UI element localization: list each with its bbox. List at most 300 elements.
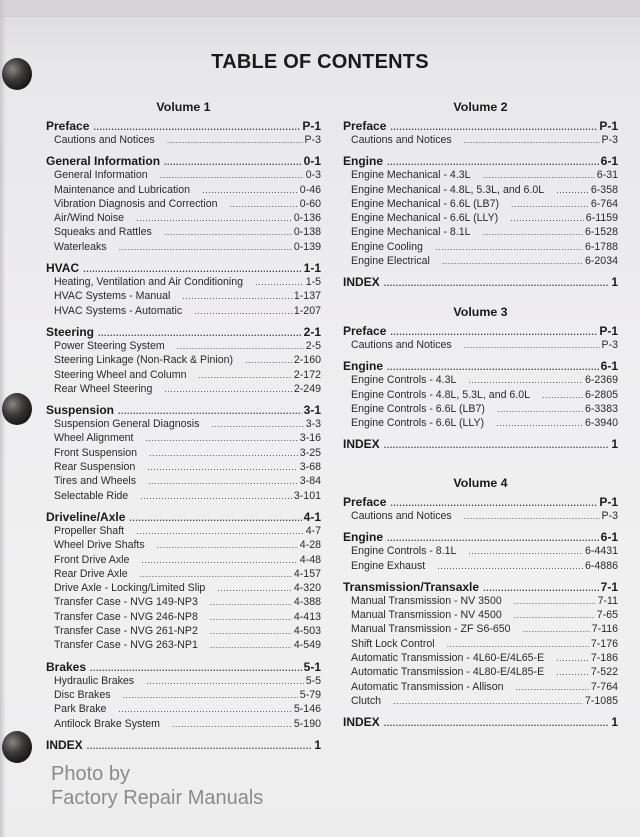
dot-leader [172, 719, 292, 729]
subsection-entry-label: Automatic Transmission - 4L60-E/4L65-E [351, 652, 545, 665]
dot-leader [167, 135, 303, 145]
dot-leader [136, 213, 292, 223]
subsection-entry[interactable] [343, 169, 618, 183]
subsection-entry-label: Park Brake [54, 703, 107, 716]
subsection-entry-label: Engine Controls - 6.6L (LLY) [351, 417, 485, 430]
subsection-entry-label: Heating, Ventilation and Air Conditioning [54, 276, 244, 289]
section-heading-entry[interactable] [46, 510, 321, 525]
photo-credit-watermark [51, 762, 263, 810]
page-title: TABLE OF CONTENTS [211, 51, 429, 73]
subsection-entry-label: Maintenance and Lubrication [54, 183, 191, 196]
subsection-entry-page-number: 6-4431 [585, 545, 618, 558]
toc-section [46, 261, 321, 319]
subsection-entry[interactable] [46, 134, 321, 148]
subsection-entry-page-number: 0-46 [299, 183, 321, 196]
toc-section [46, 510, 321, 654]
section-heading-entry-label: Suspension [46, 403, 115, 418]
dot-leader [211, 419, 303, 429]
dot-leader [516, 682, 589, 692]
subsection-entry-label: Engine Cooling [351, 240, 423, 253]
section-heading-entry[interactable] [46, 261, 321, 276]
dot-leader [210, 626, 292, 636]
subsection-entry-page-number: 1-5 [305, 276, 321, 289]
subsection-entry-label: Selectable Ride [54, 489, 129, 502]
section-heading-entry-label: Engine [343, 154, 384, 169]
subsection-entry-page-number: 7-764 [590, 680, 618, 693]
subsection-entry[interactable] [46, 539, 321, 553]
binder-hole-middle [2, 393, 32, 425]
volume-heading: Volume 3 [453, 305, 508, 319]
section-heading-entry-label: Preface [46, 119, 90, 133]
dot-leader [384, 440, 610, 450]
subsection-entry-label: Steering Linkage (Non-Rack & Pinion) [54, 354, 234, 367]
subsection-entry-label: Steering Wheel and Column [54, 368, 187, 381]
subsection-entry[interactable] [343, 134, 618, 148]
subsection-entry-label: Automatic Transmission - 4L80-E/4L85-E [351, 666, 545, 679]
subsection-entry-page-number: 2-160 [293, 354, 321, 367]
subsection-entry[interactable] [46, 184, 321, 198]
dot-leader [511, 199, 589, 209]
dot-leader [118, 406, 302, 416]
dot-leader [129, 513, 301, 523]
dot-leader [464, 511, 600, 521]
subsection-entry[interactable] [343, 666, 618, 680]
subsection-entry-label: Engine Controls - 4.3L [351, 374, 457, 387]
subsection-entry[interactable] [46, 490, 321, 504]
subsection-entry-label: General Information [54, 169, 148, 182]
dot-leader [90, 663, 302, 673]
subsection-entry-label: Engine Controls - 6.6L (LB7) [351, 402, 485, 415]
section-heading-entry-label: Preface [343, 495, 387, 509]
toc-section [46, 403, 321, 504]
dot-leader [390, 122, 597, 132]
dot-leader [148, 476, 298, 486]
dot-leader [118, 704, 291, 714]
subsection-entry-page-number: 6-2034 [585, 255, 618, 268]
subsection-entry-label: Propeller Shaft [54, 524, 125, 537]
subsection-entry[interactable] [46, 169, 321, 183]
subsection-entry[interactable] [46, 568, 321, 582]
subsection-entry[interactable] [46, 475, 321, 489]
subsection-entry[interactable] [343, 374, 618, 388]
subsection-entry-page-number: 4-503 [293, 625, 321, 638]
subsection-entry[interactable] [46, 625, 321, 639]
index-entry[interactable] [343, 275, 618, 290]
subsection-entry[interactable] [46, 596, 321, 610]
index-entry-label: INDEX [343, 437, 380, 452]
dot-leader [556, 667, 589, 677]
section-heading-entry-page-number: 1-1 [303, 261, 321, 276]
subsection-entry-page-number: 6-2369 [585, 374, 618, 387]
section-heading-entry-page-number: 5-1 [303, 659, 321, 674]
subsection-entry[interactable] [343, 609, 618, 623]
dot-leader [98, 328, 302, 338]
subsection-entry-label: Waterleaks [54, 240, 107, 253]
dot-leader [194, 306, 292, 316]
dot-leader [123, 690, 298, 700]
subsection-entry[interactable] [46, 354, 321, 368]
subsection-entry-page-number: 2-249 [293, 382, 321, 395]
section-heading-entry-page-number: P-1 [599, 495, 618, 509]
subsection-entry[interactable] [343, 255, 618, 269]
subsection-entry-label: Automatic Transmission - Allison [351, 680, 504, 693]
subsection-entry-page-number: 3-16 [299, 432, 321, 445]
volume-heading: Volume 4 [453, 476, 508, 490]
dot-leader [447, 639, 589, 649]
section-heading-entry[interactable] [343, 530, 618, 545]
toc-section [343, 154, 618, 269]
index-entry[interactable] [46, 738, 321, 753]
subsection-entry[interactable] [46, 703, 321, 717]
dot-leader [210, 640, 292, 650]
index-entry-label: INDEX [46, 737, 83, 752]
dot-leader [468, 375, 583, 385]
subsection-entry[interactable] [343, 652, 618, 666]
subsection-entry-page-number: 2-172 [293, 368, 321, 381]
subsection-entry-label: Manual Transmission - NV 3500 [351, 594, 502, 607]
subsection-entry[interactable] [46, 525, 321, 539]
section-heading-entry-page-number: 6-1 [600, 530, 618, 545]
subsection-entry[interactable] [343, 417, 618, 431]
subsection-entry[interactable] [46, 582, 321, 596]
dot-leader [87, 741, 313, 751]
subsection-entry-page-number: 6-358 [590, 183, 618, 196]
subsection-entry-label: Drive Axle - Locking/Limited Slip [54, 582, 206, 595]
dot-leader [230, 199, 298, 209]
subsection-entry[interactable] [46, 689, 321, 703]
toc-section [46, 119, 321, 148]
subsection-entry[interactable] [46, 226, 321, 240]
subsection-entry[interactable] [46, 212, 321, 226]
subsection-entry[interactable] [46, 432, 321, 446]
subsection-entry-label: Transfer Case - NVG 261-NP2 [54, 625, 198, 638]
subsection-entry[interactable] [46, 241, 321, 255]
dot-leader [483, 170, 595, 180]
dot-leader [393, 696, 583, 706]
volume-heading: Volume 2 [453, 100, 508, 114]
watermark-line-1: Photo by [51, 763, 130, 785]
dot-leader [442, 256, 583, 266]
dot-leader [384, 278, 610, 288]
subsection-entry-label: Cautions and Notices [351, 510, 452, 522]
subsection-entry-label: Power Steering System [54, 339, 165, 352]
index-entry[interactable] [343, 437, 618, 452]
subsection-entry[interactable] [46, 675, 321, 689]
subsection-entry-label: Rear Wheel Steering [54, 382, 153, 395]
section-heading-entry-page-number: P-1 [599, 324, 618, 338]
dot-leader [164, 384, 292, 394]
dot-leader [464, 340, 600, 350]
subsection-entry[interactable] [46, 198, 321, 212]
dot-leader [149, 448, 298, 458]
subsection-entry-page-number: 0-136 [293, 212, 321, 225]
section-heading-entry-label: Preface [343, 324, 387, 338]
subsection-entry-page-number: 7-176 [590, 637, 618, 650]
index-entry-label: INDEX [343, 715, 380, 730]
dot-leader [140, 491, 292, 501]
toc-section [343, 495, 618, 524]
subsection-entry-label: Wheel Drive Shafts [54, 539, 145, 552]
subsection-entry-page-number: 1-207 [293, 304, 321, 317]
subsection-entry-label: Manual Transmission - ZF S6-650 [351, 623, 511, 636]
volume-2-block [343, 100, 618, 290]
subsection-entry-label: Engine Mechanical - 4.3L [351, 169, 471, 182]
subsection-entry-page-number: P-3 [601, 134, 618, 146]
section-heading-entry-page-number: 2-1 [303, 324, 321, 339]
dot-leader [160, 170, 304, 180]
subsection-entry[interactable] [343, 623, 618, 637]
dot-leader [435, 242, 583, 252]
section-heading-entry-page-number: 6-1 [600, 359, 618, 374]
subsection-entry[interactable] [343, 510, 618, 524]
dot-leader [136, 526, 304, 536]
subsection-entry[interactable] [343, 241, 618, 255]
dot-leader [141, 555, 297, 565]
subsection-entry-page-number: 4-413 [293, 610, 321, 623]
toc-section [46, 154, 321, 255]
subsection-entry-page-number: 4-48 [299, 553, 321, 566]
subsection-entry[interactable] [343, 595, 618, 609]
subsection-entry-label: Engine Mechanical - 4.8L, 5.3L, and 6.0L [351, 183, 545, 196]
subsection-entry[interactable] [46, 418, 321, 432]
toc-section [46, 325, 321, 397]
subsection-entry[interactable] [46, 369, 321, 383]
subsection-entry-page-number: 2-5 [305, 339, 321, 352]
subsection-entry-label: Engine Exhaust [351, 559, 426, 572]
subsection-entry-page-number: 6-31 [596, 169, 618, 182]
subsection-entry[interactable] [46, 447, 321, 461]
subsection-entry-page-number: 0-3 [305, 169, 321, 182]
subsection-entry-label: Hydraulic Brakes [54, 674, 135, 687]
subsection-entry-page-number: 3-84 [299, 475, 321, 488]
subsection-entry-page-number: P-3 [601, 339, 618, 351]
subsection-entry-label: Front Suspension [54, 446, 138, 459]
subsection-entry[interactable] [343, 184, 618, 198]
section-heading-entry-label: Engine [343, 530, 384, 545]
subsection-entry-label: Rear Drive Axle [54, 567, 128, 580]
dot-leader [468, 546, 583, 556]
dot-leader [514, 596, 596, 606]
subsection-entry-label: Wheel Alignment [54, 432, 134, 445]
subsection-entry-page-number: 1-137 [293, 290, 321, 303]
dot-leader [387, 157, 599, 167]
subsection-entry[interactable] [46, 461, 321, 475]
subsection-entry-label: Transfer Case - NVG 263-NP1 [54, 639, 198, 652]
dot-leader [164, 157, 302, 167]
dot-leader [483, 583, 599, 593]
index-entry-page-number: 1 [314, 737, 321, 752]
subsection-entry[interactable] [343, 545, 618, 559]
binder-hole-bottom [2, 731, 32, 763]
subsection-entry-page-number: 3-3 [305, 418, 321, 431]
subsection-entry-page-number: 6-3383 [585, 402, 618, 415]
subsection-entry-page-number: 6-1159 [585, 212, 618, 225]
subsection-entry-page-number: 4-28 [299, 539, 321, 552]
section-heading-entry[interactable] [343, 495, 618, 510]
subsection-entry[interactable] [343, 638, 618, 652]
subsection-entry-label: Air/Wind Noise [54, 212, 125, 225]
subsection-entry[interactable] [343, 226, 618, 240]
volume-1-block [46, 100, 321, 753]
dot-leader [437, 561, 583, 571]
section-heading-entry-page-number: P-1 [599, 119, 618, 133]
section-heading-entry-label: Preface [343, 119, 387, 133]
subsection-entry[interactable] [343, 560, 618, 574]
subsection-entry-page-number: 4-549 [293, 639, 321, 652]
dot-leader [464, 135, 600, 145]
dot-leader [556, 653, 589, 663]
subsection-entry[interactable] [343, 198, 618, 212]
subsection-entry-label: Transfer Case - NVG 149-NP3 [54, 596, 198, 609]
section-heading-entry[interactable] [343, 359, 618, 374]
section-heading-entry[interactable] [46, 119, 321, 134]
subsection-entry-label: Cautions and Notices [351, 134, 452, 146]
subsection-entry[interactable] [343, 695, 618, 709]
subsection-entry-page-number: 7-116 [591, 623, 618, 636]
subsection-entry[interactable] [46, 639, 321, 653]
section-heading-entry-page-number: 0-1 [303, 154, 321, 169]
subsection-entry[interactable] [46, 554, 321, 568]
subsection-entry-page-number: 4-7 [305, 524, 321, 537]
section-heading-entry-page-number: 6-1 [600, 154, 618, 169]
subsection-entry-page-number: 7-522 [590, 666, 618, 679]
index-entry-label: INDEX [343, 275, 380, 290]
dot-leader [510, 213, 584, 223]
subsection-entry[interactable] [343, 403, 618, 417]
subsection-entry-label: Cautions and Notices [54, 134, 155, 146]
subsection-entry-label: HVAC Systems - Manual [54, 290, 171, 303]
section-heading-entry[interactable] [46, 660, 321, 675]
subsection-entry-page-number: 6-3940 [585, 417, 618, 430]
dot-leader [202, 185, 298, 195]
index-entry-page-number: 1 [611, 275, 618, 290]
subsection-entry[interactable] [343, 681, 618, 695]
subsection-entry-label: Rear Suspension [54, 461, 136, 474]
subsection-entry[interactable] [46, 305, 321, 319]
section-heading-entry-page-number: 3-1 [303, 403, 321, 418]
subsection-entry-page-number: 7-186 [590, 652, 618, 665]
dot-leader [523, 624, 590, 634]
toc-section [343, 580, 618, 709]
subsection-entry-page-number: 5-79 [299, 688, 321, 701]
dot-leader [177, 341, 304, 351]
dot-leader [93, 122, 300, 132]
subsection-entry-page-number: 6-4886 [585, 559, 618, 572]
subsection-entry-label: Disc Brakes [54, 688, 111, 701]
section-heading-entry-page-number: 4-1 [303, 509, 321, 524]
subsection-entry-page-number: 3-101 [293, 489, 321, 502]
dot-leader [390, 327, 597, 337]
dot-leader [146, 676, 304, 686]
subsection-entry-label: Vibration Diagnosis and Correction [54, 197, 218, 210]
subsection-entry-label: Engine Electrical [351, 255, 430, 268]
section-heading-entry[interactable] [343, 119, 618, 134]
dot-leader [514, 610, 595, 620]
bleed-through-header-strip [0, 0, 640, 17]
subsection-entry-page-number: 6-764 [590, 197, 618, 210]
subsection-entry-label: Squeaks and Rattles [54, 226, 152, 239]
subsection-entry[interactable] [343, 212, 618, 226]
dot-leader [387, 533, 599, 543]
subsection-entry-label: Shift Lock Control [351, 637, 435, 650]
subsection-entry[interactable] [46, 290, 321, 304]
subsection-entry-page-number: 0-139 [293, 240, 321, 253]
subsection-entry-page-number: 0-60 [299, 197, 321, 210]
toc-section [46, 660, 321, 732]
dot-leader [255, 277, 304, 287]
volume-4-block [343, 476, 618, 730]
subsection-entry-page-number: 4-388 [293, 596, 321, 609]
section-heading-entry[interactable] [46, 325, 321, 340]
subsection-entry[interactable] [46, 276, 321, 290]
subsection-entry-page-number: 4-157 [293, 567, 321, 580]
subsection-entry-page-number: 3-25 [299, 446, 321, 459]
subsection-entry-page-number: 7-1085 [585, 694, 618, 707]
subsection-entry-page-number: 3-68 [299, 461, 321, 474]
index-entry-page-number: 1 [611, 437, 618, 452]
dot-leader [483, 227, 583, 237]
section-heading-entry-label: Engine [343, 359, 384, 374]
section-heading-entry-page-number: 7-1 [600, 579, 618, 594]
section-heading-entry[interactable] [343, 324, 618, 339]
section-heading-entry[interactable] [343, 580, 618, 595]
subsection-entry-label: Clutch [351, 694, 382, 707]
dot-leader [245, 355, 292, 365]
section-heading-entry-label: Brakes [46, 659, 87, 674]
subsection-entry-page-number: P-3 [304, 134, 321, 146]
subsection-entry-page-number: 4-320 [293, 582, 321, 595]
section-heading-entry[interactable] [46, 154, 321, 169]
dot-leader [387, 362, 599, 372]
index-entry-page-number: 1 [611, 715, 618, 730]
volume-3-block [343, 305, 618, 452]
section-heading-entry-page-number: P-1 [302, 119, 321, 133]
dot-leader [182, 291, 292, 301]
subsection-entry-page-number: 6-2805 [585, 388, 618, 401]
dot-leader [119, 242, 292, 252]
section-heading-entry[interactable] [343, 154, 618, 169]
subsection-entry[interactable] [343, 339, 618, 353]
index-entry[interactable] [343, 715, 618, 730]
toc-section [343, 119, 618, 148]
dot-leader [210, 612, 292, 622]
subsection-entry-label: Engine Controls - 8.1L [351, 545, 457, 558]
dot-leader [210, 597, 292, 607]
toc-section [343, 359, 618, 431]
subsection-entry-label: Tires and Wheels [54, 475, 137, 488]
toc-section [343, 324, 618, 353]
section-heading-entry[interactable] [46, 403, 321, 418]
subsection-entry[interactable] [46, 611, 321, 625]
subsection-entry[interactable] [46, 383, 321, 397]
subsection-entry-label: Front Drive Axle [54, 553, 130, 566]
subsection-entry-page-number: 5-146 [293, 703, 321, 716]
subsection-entry-label: Antilock Brake System [54, 717, 160, 730]
section-heading-entry-label: HVAC [46, 261, 80, 276]
subsection-entry[interactable] [46, 340, 321, 354]
volume-heading: Volume 1 [156, 100, 211, 114]
subsection-entry-page-number: 5-5 [305, 674, 321, 687]
subsection-entry-page-number: P-3 [601, 510, 618, 522]
subsection-entry[interactable] [343, 389, 618, 403]
subsection-entry[interactable] [46, 718, 321, 732]
subsection-entry-label: Engine Mechanical - 6.6L (LLY) [351, 212, 499, 225]
toc-section [343, 530, 618, 574]
watermark-line-2: Factory Repair Manuals [51, 787, 264, 809]
subsection-entry-page-number: 7-65 [596, 609, 618, 622]
section-heading-entry-label: General Information [46, 154, 161, 169]
dot-leader [147, 462, 298, 472]
